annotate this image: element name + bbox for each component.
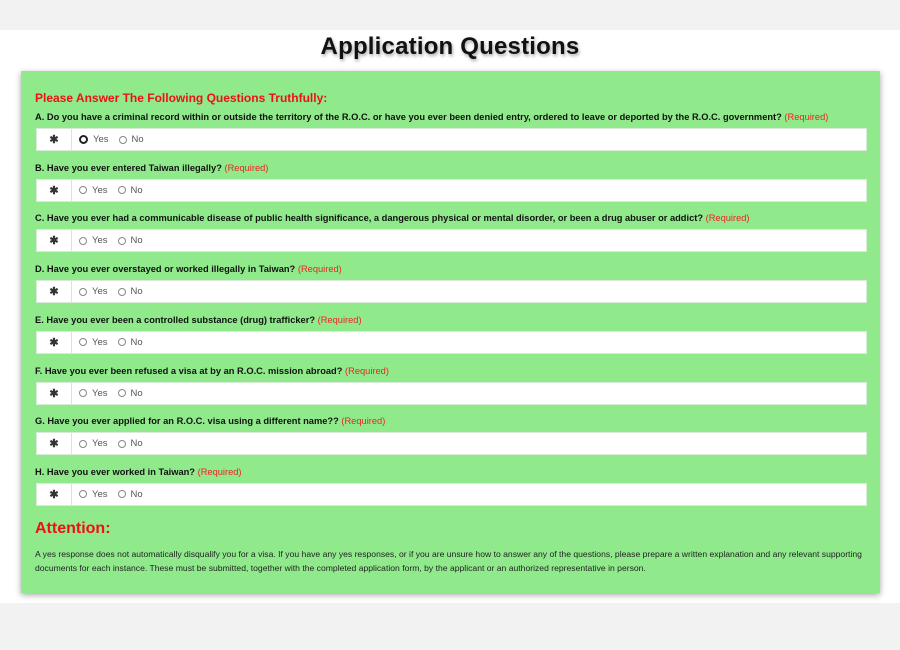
required-label: (Required): [197, 466, 242, 477]
yes-option[interactable]: [79, 337, 108, 348]
answer-row: [36, 331, 867, 354]
no-option[interactable]: [118, 489, 143, 500]
yes-option[interactable]: [79, 235, 108, 246]
required-label: (Required): [224, 162, 269, 173]
yes-label: Yes: [92, 286, 108, 298]
attention-heading: Attention:: [35, 520, 111, 537]
yes-option[interactable]: [79, 438, 108, 449]
no-option[interactable]: [118, 438, 143, 449]
no-label: No: [130, 286, 143, 298]
yes-option[interactable]: [79, 286, 108, 297]
question-f: [35, 363, 871, 414]
no-option[interactable]: [119, 134, 144, 145]
required-label: (Required): [341, 416, 386, 427]
question-d: [35, 261, 871, 312]
required-star-icon: ✱: [37, 433, 72, 454]
no-option[interactable]: [118, 286, 143, 297]
yes-label: Yes: [92, 488, 108, 500]
answer-row: [36, 128, 867, 151]
answer-row: [36, 483, 867, 506]
no-radio[interactable]: [118, 338, 126, 346]
no-label: No: [130, 387, 143, 399]
question-label: H. Have you ever worked in Taiwan?: [35, 466, 195, 477]
required-star-icon: ✱: [37, 383, 72, 404]
question-label: E. Have you ever been a controlled substance (drug) trafficker?: [35, 314, 316, 325]
yes-option[interactable]: [79, 134, 109, 145]
yes-option[interactable]: [79, 185, 108, 196]
question-label: C. Have you ever had a communicable disease of public health significance, a dangerous physical or mental disorder, or been a drug abuser or addict?: [35, 213, 704, 224]
no-radio[interactable]: [118, 186, 126, 194]
no-radio[interactable]: [118, 237, 126, 245]
required-label: (Required): [317, 314, 362, 325]
no-label: No: [130, 438, 143, 450]
no-radio[interactable]: [119, 136, 127, 144]
question-label: D. Have you ever overstayed or worked illegally in Taiwan?: [35, 264, 296, 275]
required-star-icon: ✱: [37, 484, 72, 505]
no-radio[interactable]: [118, 288, 126, 296]
yes-radio[interactable]: [79, 338, 87, 346]
required-label: (Required): [784, 112, 829, 122]
no-radio[interactable]: [118, 389, 126, 397]
yes-label: Yes: [92, 387, 108, 399]
no-option[interactable]: [118, 337, 143, 348]
question-text: [35, 464, 871, 482]
question-a: [35, 109, 871, 160]
question-e: [35, 312, 871, 363]
required-label: (Required): [297, 264, 342, 275]
question-text: [35, 413, 871, 431]
no-radio[interactable]: [118, 440, 126, 448]
question-b: [35, 160, 871, 211]
no-label: No: [131, 134, 144, 145]
page-title: Application Questions: [320, 33, 580, 60]
question-g: [35, 413, 871, 464]
answer-row: [36, 382, 867, 405]
no-label: No: [130, 235, 143, 247]
no-option[interactable]: [118, 388, 143, 399]
question-label: G. Have you ever applied for an R.O.C. visa using a different name??: [35, 416, 339, 427]
attention-text: A yes response does not automatically disqualify you for a visa. If you have any yes responses, or if you are unsure how to answer any of the questions, please prepare a written explanation and any relevant supporting documents for each instance. These must be submitted, together with the completed application form, by the applicant or an authorized representative in person.: [35, 549, 862, 573]
required-star-icon: ✱: [37, 180, 72, 201]
no-option[interactable]: [118, 185, 143, 196]
question-label: F. Have you ever been refused a visa at by an R.O.C. mission abroad?: [35, 365, 343, 376]
questions-panel: [21, 71, 880, 593]
answer-row: [36, 229, 867, 252]
yes-label: Yes: [92, 235, 108, 247]
required-label: (Required): [345, 365, 389, 376]
yes-radio[interactable]: [79, 440, 87, 448]
answer-row: [36, 179, 867, 202]
yes-label: Yes: [92, 336, 108, 348]
intro-heading: Please Answer The Following Questions Truthfully:: [35, 91, 328, 105]
question-label: B. Have you ever entered Taiwan illegally?: [35, 162, 222, 173]
question-text: [35, 109, 871, 127]
yes-radio[interactable]: [79, 288, 87, 296]
no-label: No: [130, 336, 143, 348]
yes-label: Yes: [92, 438, 108, 450]
required-star-icon: ✱: [37, 281, 72, 302]
question-text: [35, 210, 871, 228]
question-label: A. Do you have a criminal record within or outside the territory of the R.O.C. or have you ever been denied entry, ordered to leave or deported by the R.O.C. government?: [35, 112, 782, 122]
answer-row: [36, 432, 867, 455]
question-h: [35, 464, 871, 515]
question-c: [35, 210, 871, 261]
question-text: [35, 363, 871, 381]
question-text: [35, 261, 871, 279]
yes-label: Yes: [92, 184, 108, 196]
yes-radio[interactable]: [79, 135, 88, 144]
required-star-icon: ✱: [37, 332, 72, 353]
no-label: No: [130, 184, 143, 196]
yes-label: Yes: [93, 134, 109, 145]
question-text: [35, 160, 871, 178]
yes-option[interactable]: [79, 388, 108, 399]
yes-radio[interactable]: [79, 186, 87, 194]
no-label: No: [130, 488, 143, 500]
no-radio[interactable]: [118, 490, 126, 498]
required-label: (Required): [705, 213, 750, 224]
no-option[interactable]: [118, 235, 143, 246]
answer-row: [36, 280, 867, 303]
question-text: [35, 312, 871, 330]
yes-radio[interactable]: [79, 237, 87, 245]
yes-radio[interactable]: [79, 389, 87, 397]
yes-option[interactable]: [79, 489, 108, 500]
page: [0, 30, 900, 603]
required-star-icon: ✱: [37, 230, 72, 251]
required-star-icon: ✱: [37, 129, 72, 150]
yes-radio[interactable]: [79, 490, 87, 498]
